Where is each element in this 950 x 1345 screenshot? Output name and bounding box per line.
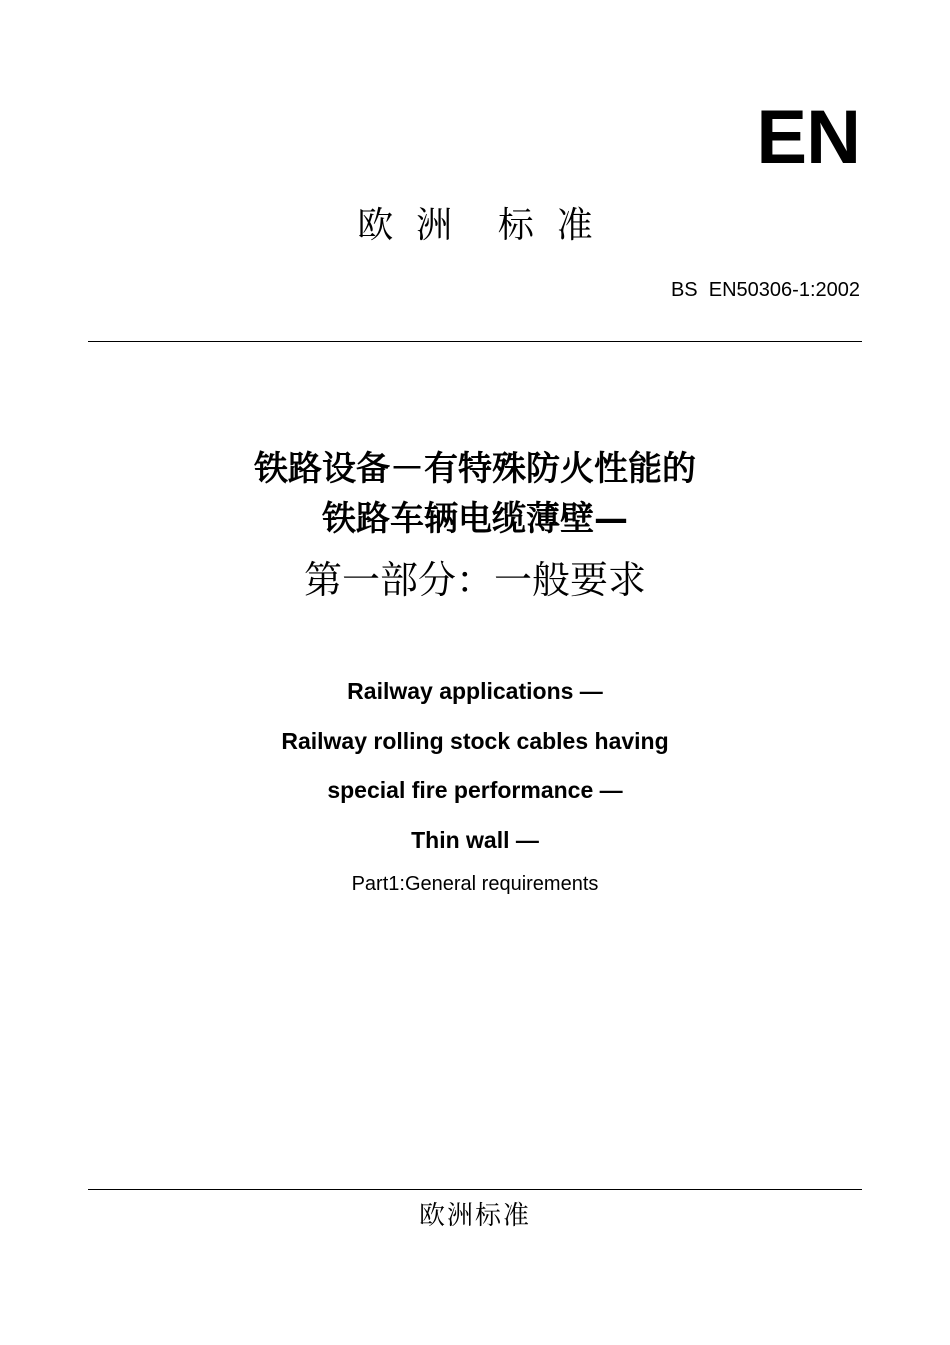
chinese-title-line-2: 铁路车辆电缆薄壁— — [322, 499, 628, 539]
english-title-line-1: Railway applications — — [347, 678, 603, 704]
english-title-block — [0, 675, 950, 899]
chinese-title-block — [0, 444, 950, 610]
top-divider — [88, 341, 862, 342]
bottom-divider — [88, 1189, 862, 1190]
chinese-title-line-1: 铁路设备－有特殊防火性能的 — [254, 449, 696, 489]
standard-type-title: 欧 洲 标 准 — [357, 205, 593, 246]
english-title-line-4: Thin wall — — [411, 826, 539, 853]
footer-label: 欧洲标准 — [418, 1201, 531, 1231]
chinese-subtitle: 第一部分：一般要求 — [303, 558, 646, 602]
english-title-line-3: special fire performance — — [327, 777, 623, 803]
english-title-line-2: Railway rolling stock cables having — [281, 727, 669, 754]
standard-number: BS EN50306-1:2002 — [670, 279, 860, 301]
en-standard-mark: EN — [756, 95, 860, 180]
english-part-title: Part1:General requirements — [351, 873, 599, 895]
